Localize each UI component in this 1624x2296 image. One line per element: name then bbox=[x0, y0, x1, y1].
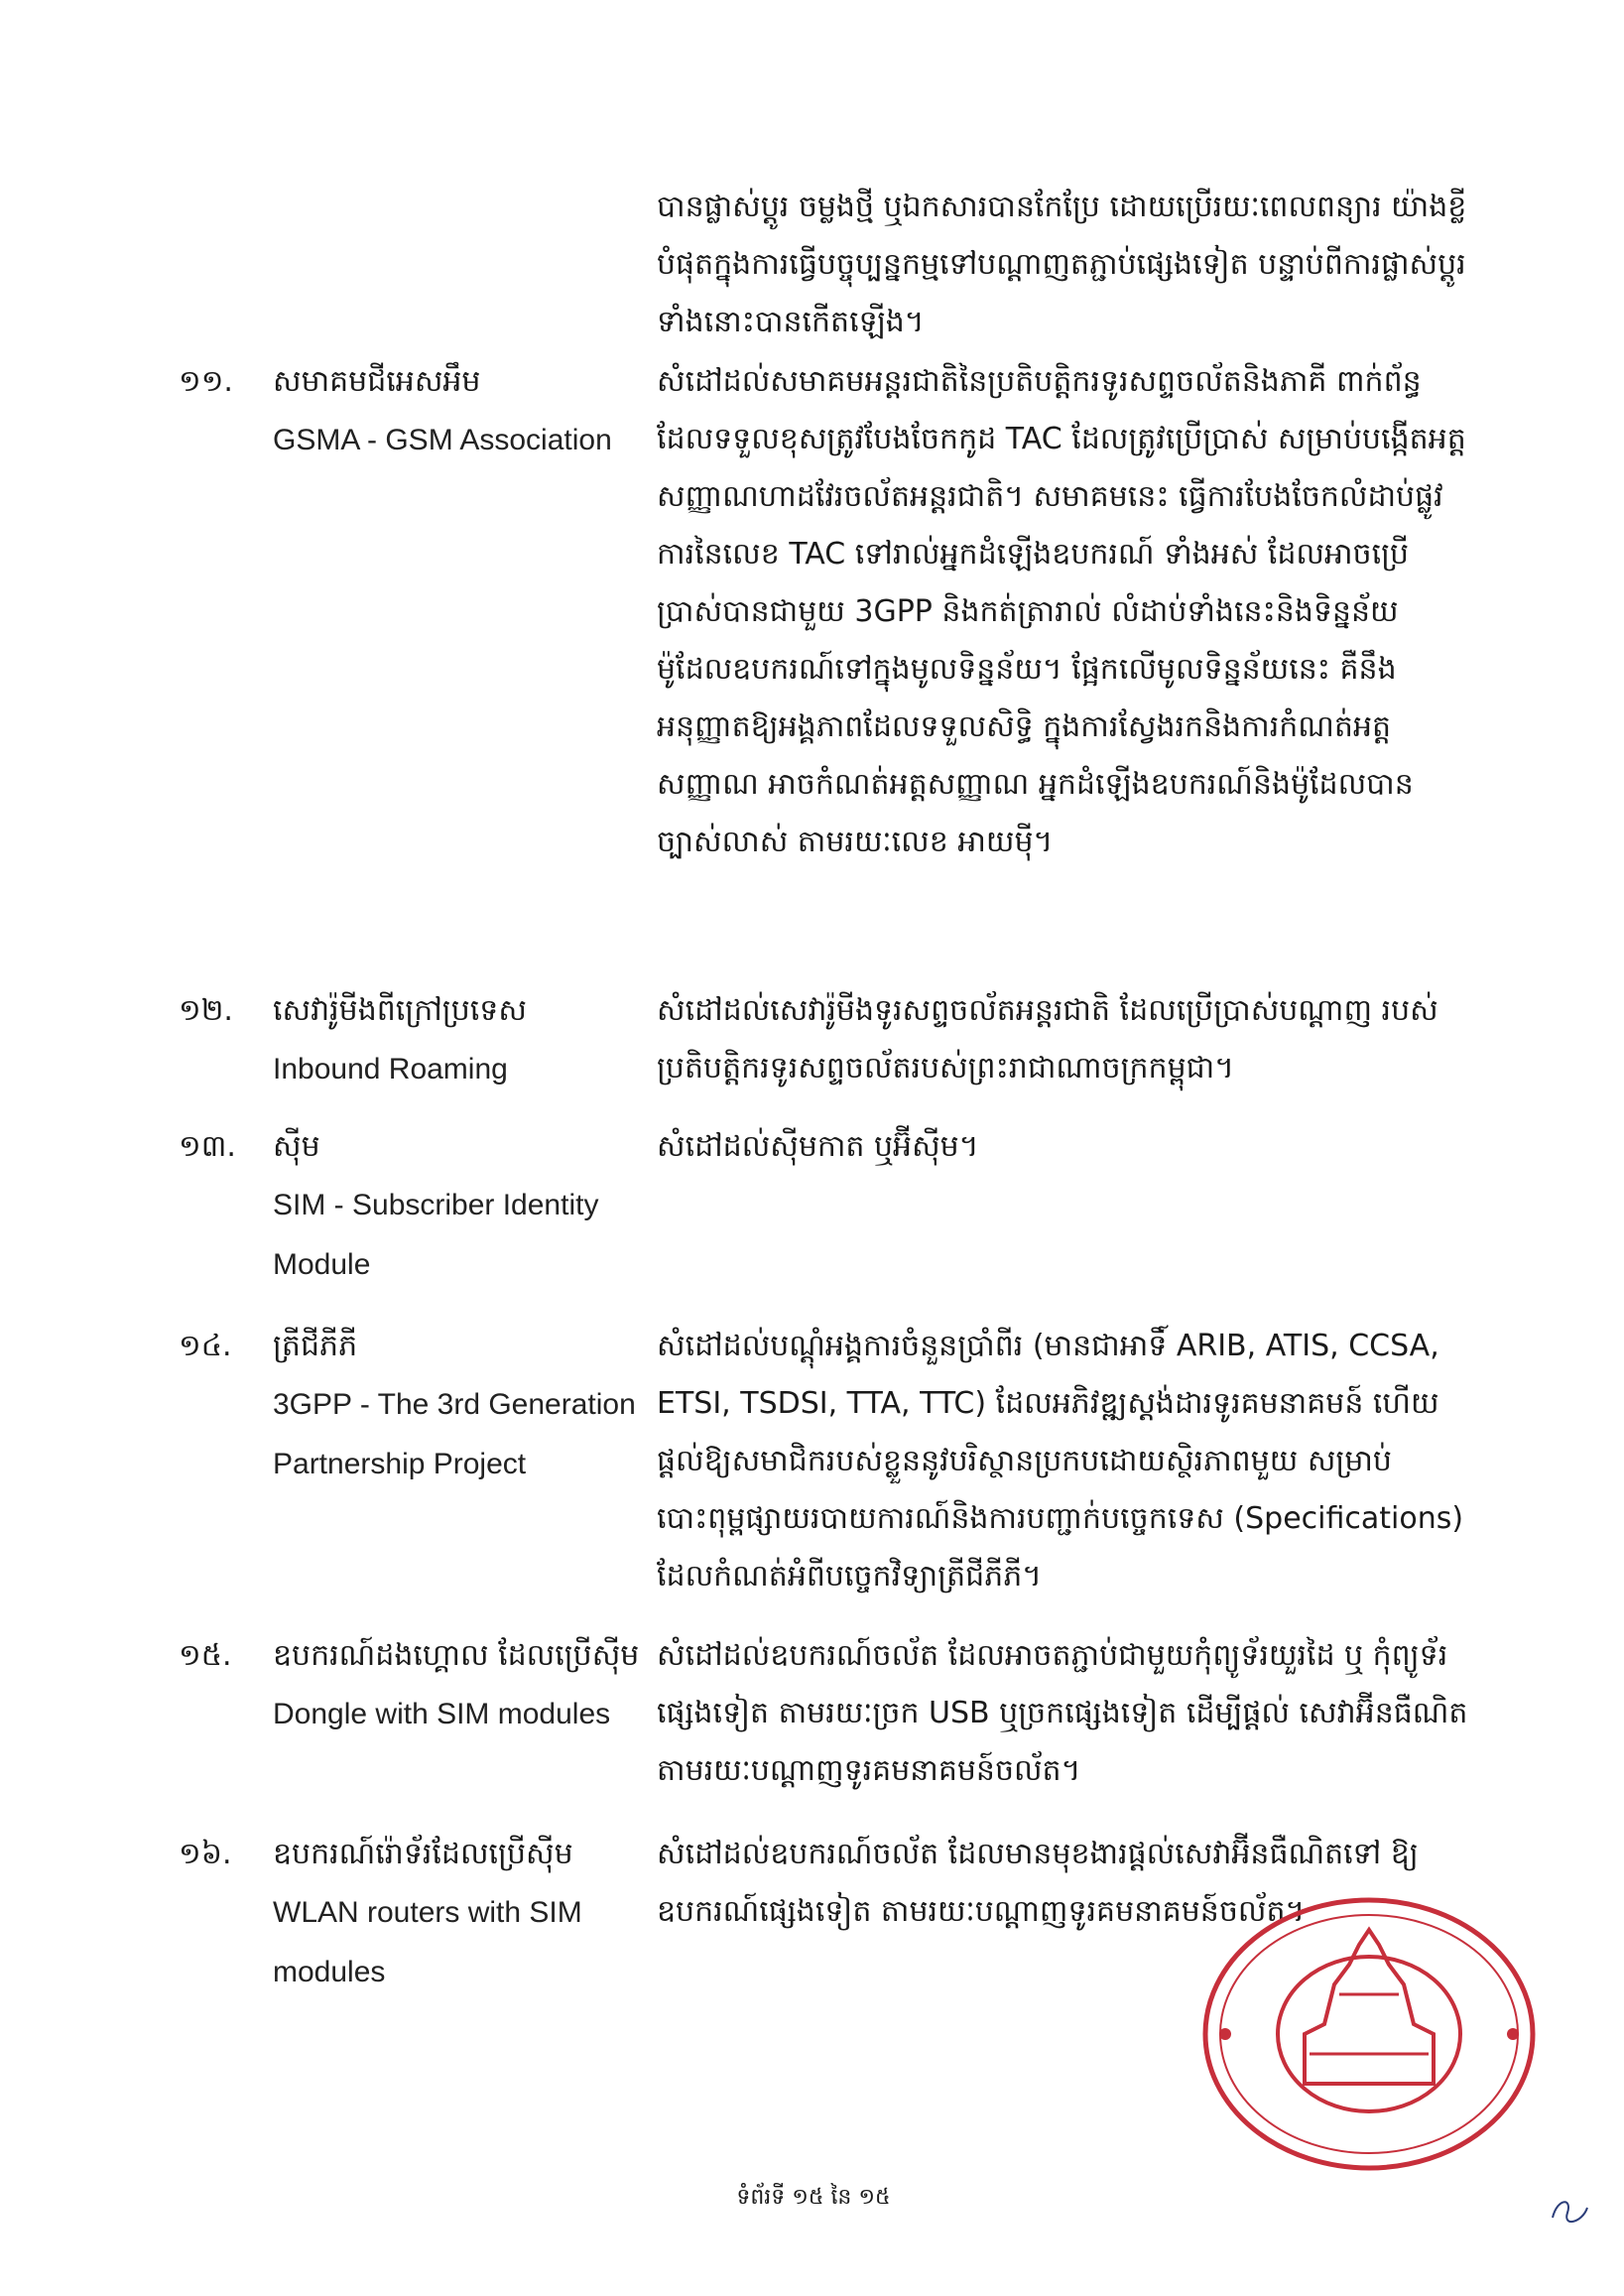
term-khmer: សមាគមជីអេសអឹម bbox=[273, 364, 481, 399]
term-english: Inbound Roaming bbox=[273, 1053, 508, 1085]
entry-definition: សំដៅដល់ឧបករណ៍ចល័ត ដែលមានមុខងារផ្តល់សេវាអ៊ីនធឺណិតទៅ ឱ្យឧបករណ៍ផ្សេងទៀត តាមរយៈបណ្តាញទូរគមនាគមន៍ចល័ត។ bbox=[657, 1837, 1419, 1929]
entry-definition: សំដៅដល់ឧបករណ៍ចល័ត ដែលអាចតភ្ជាប់ជាមួយកុំព្យូទ័រយួរដៃ ឬ កុំព្យូទ័រផ្សេងទៀត តាមរយៈច្រក USB ឬច្រកផ្សេងទៀត ដើម្បីផ្តល់ សេវាអ៊ីនធឺណិត តាមរយៈបណ្តាញទូរគមនាគមន៍ចល័ត។ bbox=[657, 1638, 1468, 1788]
term-english: SIM - Subscriber Identity Module bbox=[273, 1189, 599, 1281]
term-khmer: សេវារ៉ូមីងពីក្រៅប្រទេស bbox=[273, 993, 527, 1028]
entry-term bbox=[273, 353, 660, 470]
intro-paragraph: បានផ្លាស់ប្តូរ ចម្លងថ្មី ឬឯកសារបានកែប្រែ ដោយប្រើរយៈពេលពន្យារ យ៉ាងខ្លីបំផុតក្នុងការធ្វើបច្ចុប្បន្នកម្មទៅបណ្តាញតភ្ជាប់ផ្សេងទៀត បន្ទាប់ពីការផ្លាស់ប្តូរ ទាំងនោះបានកើតឡើង។ bbox=[657, 190, 1467, 339]
entry-definition: សំដៅដល់សេវារ៉ូមីងទូរសព្ទចល័តអន្តរជាតិ ដែលប្រើប្រាស់បណ្តាញ របស់ប្រតិបត្តិករទូរសព្ទចល័តរបស់ព្រះរាជាណាចក្រកម្ពុជា។ bbox=[657, 993, 1438, 1085]
entry-number: ១៦. bbox=[179, 1837, 232, 1871]
entry-term bbox=[273, 1318, 660, 1494]
entry-term bbox=[273, 1118, 660, 1295]
entry-term bbox=[273, 1826, 660, 2002]
entry-definition: សំដៅដល់ស៊ីមកាត ឬអ៊ីស៊ីម។ bbox=[657, 1129, 979, 1164]
term-english: GSMA - GSM Association bbox=[273, 424, 612, 456]
entry-term bbox=[273, 982, 660, 1099]
entry-number: ១២. bbox=[179, 993, 233, 1028]
official-seal bbox=[1190, 1885, 1548, 2183]
term-khmer: ឧបករណ៍រ៉ោទ័រដែលប្រើស៊ីម bbox=[273, 1837, 573, 1871]
entry-number: ១១. bbox=[179, 364, 233, 399]
entry-number: ១៤. bbox=[179, 1329, 232, 1363]
entry-definition: សំដៅដល់សមាគមអន្តរជាតិនៃប្រតិបត្តិករទូរសព្ទចល័តនិងភាគី ពាក់ព័ន្ធដែលទទួលខុសត្រូវបែងចែកកូដ TAC ដែលត្រូវប្រើប្រាស់ សម្រាប់បង្កើតអត្តសញ្ញាណហាដវែរចល័តអន្តរជាតិ។ សមាគមនេះ ធ្វើការបែងចែកលំដាប់ផ្លូវការនៃលេខ TAC ទៅរាល់អ្នកដំឡើងឧបករណ៍ ទាំងអស់ ដែលអាចប្រើប្រាស់បានជាមួយ 3GPP និងកត់ត្រារាល់ លំដាប់ទាំងនេះនិងទិន្នន័យម៉ូដែលឧបករណ៍ទៅក្នុងមូលទិន្នន័យ។ ផ្អែកលើមូលទិន្នន័យនេះ គឺនឹងអនុញ្ញាតឱ្យអង្គភាពដែលទទួលសិទ្ធិ ក្នុងការស្វែងរកនិងការកំណត់អត្តសញ្ញាណ អាចកំណត់អត្តសញ្ញាណ អ្នកដំឡើងឧបករណ៍និងម៉ូដែលបានច្បាស់លាស់ តាមរយៈលេខ អាយម៉ី។ bbox=[657, 364, 1466, 859]
entry-definition: សំដៅដល់បណ្តុំអង្គការចំនួនប្រាំពីរ (មានជាអាទិ៍ ARIB, ATIS, CCSA, ETSI, TSDSI, TTA, TTC) ដែលអភិវឌ្ឍស្តង់ដារទូរគមនាគមន៍ ហើយផ្តល់ឱ្យសមាជិករបស់ខ្លួននូវបរិស្ថានប្រកបដោយស្ថិរភាពមួយ សម្រាប់បោះពុម្ពផ្សាយរបាយការណ៍និងការបញ្ជាក់បច្ចេកទេស (Specifications) ដែលកំណត់អំពីបច្ចេកវិទ្យាត្រីជីភីភី។ bbox=[657, 1329, 1464, 1594]
term-khmer: ស៊ីម bbox=[273, 1129, 320, 1164]
term-khmer: ត្រីជីភីភី bbox=[273, 1329, 358, 1363]
page-number-footer: ទំព័រទី ១៥ នៃ ១៥ bbox=[736, 2185, 891, 2210]
entry-number: ១៥. bbox=[179, 1638, 232, 1673]
term-khmer: ឧបករណ៍ដងហ្គោល ដែលប្រើស៊ីម bbox=[273, 1638, 640, 1673]
initials-signature bbox=[1548, 2193, 1592, 2232]
entry-term bbox=[273, 1627, 660, 1744]
term-english: Dongle with SIM modules bbox=[273, 1698, 611, 1730]
entry-number: ១៣. bbox=[179, 1129, 236, 1164]
term-english: WLAN routers with SIM modules bbox=[273, 1896, 582, 1988]
term-english: 3GPP - The 3rd Generation Partnership Project bbox=[273, 1388, 636, 1480]
